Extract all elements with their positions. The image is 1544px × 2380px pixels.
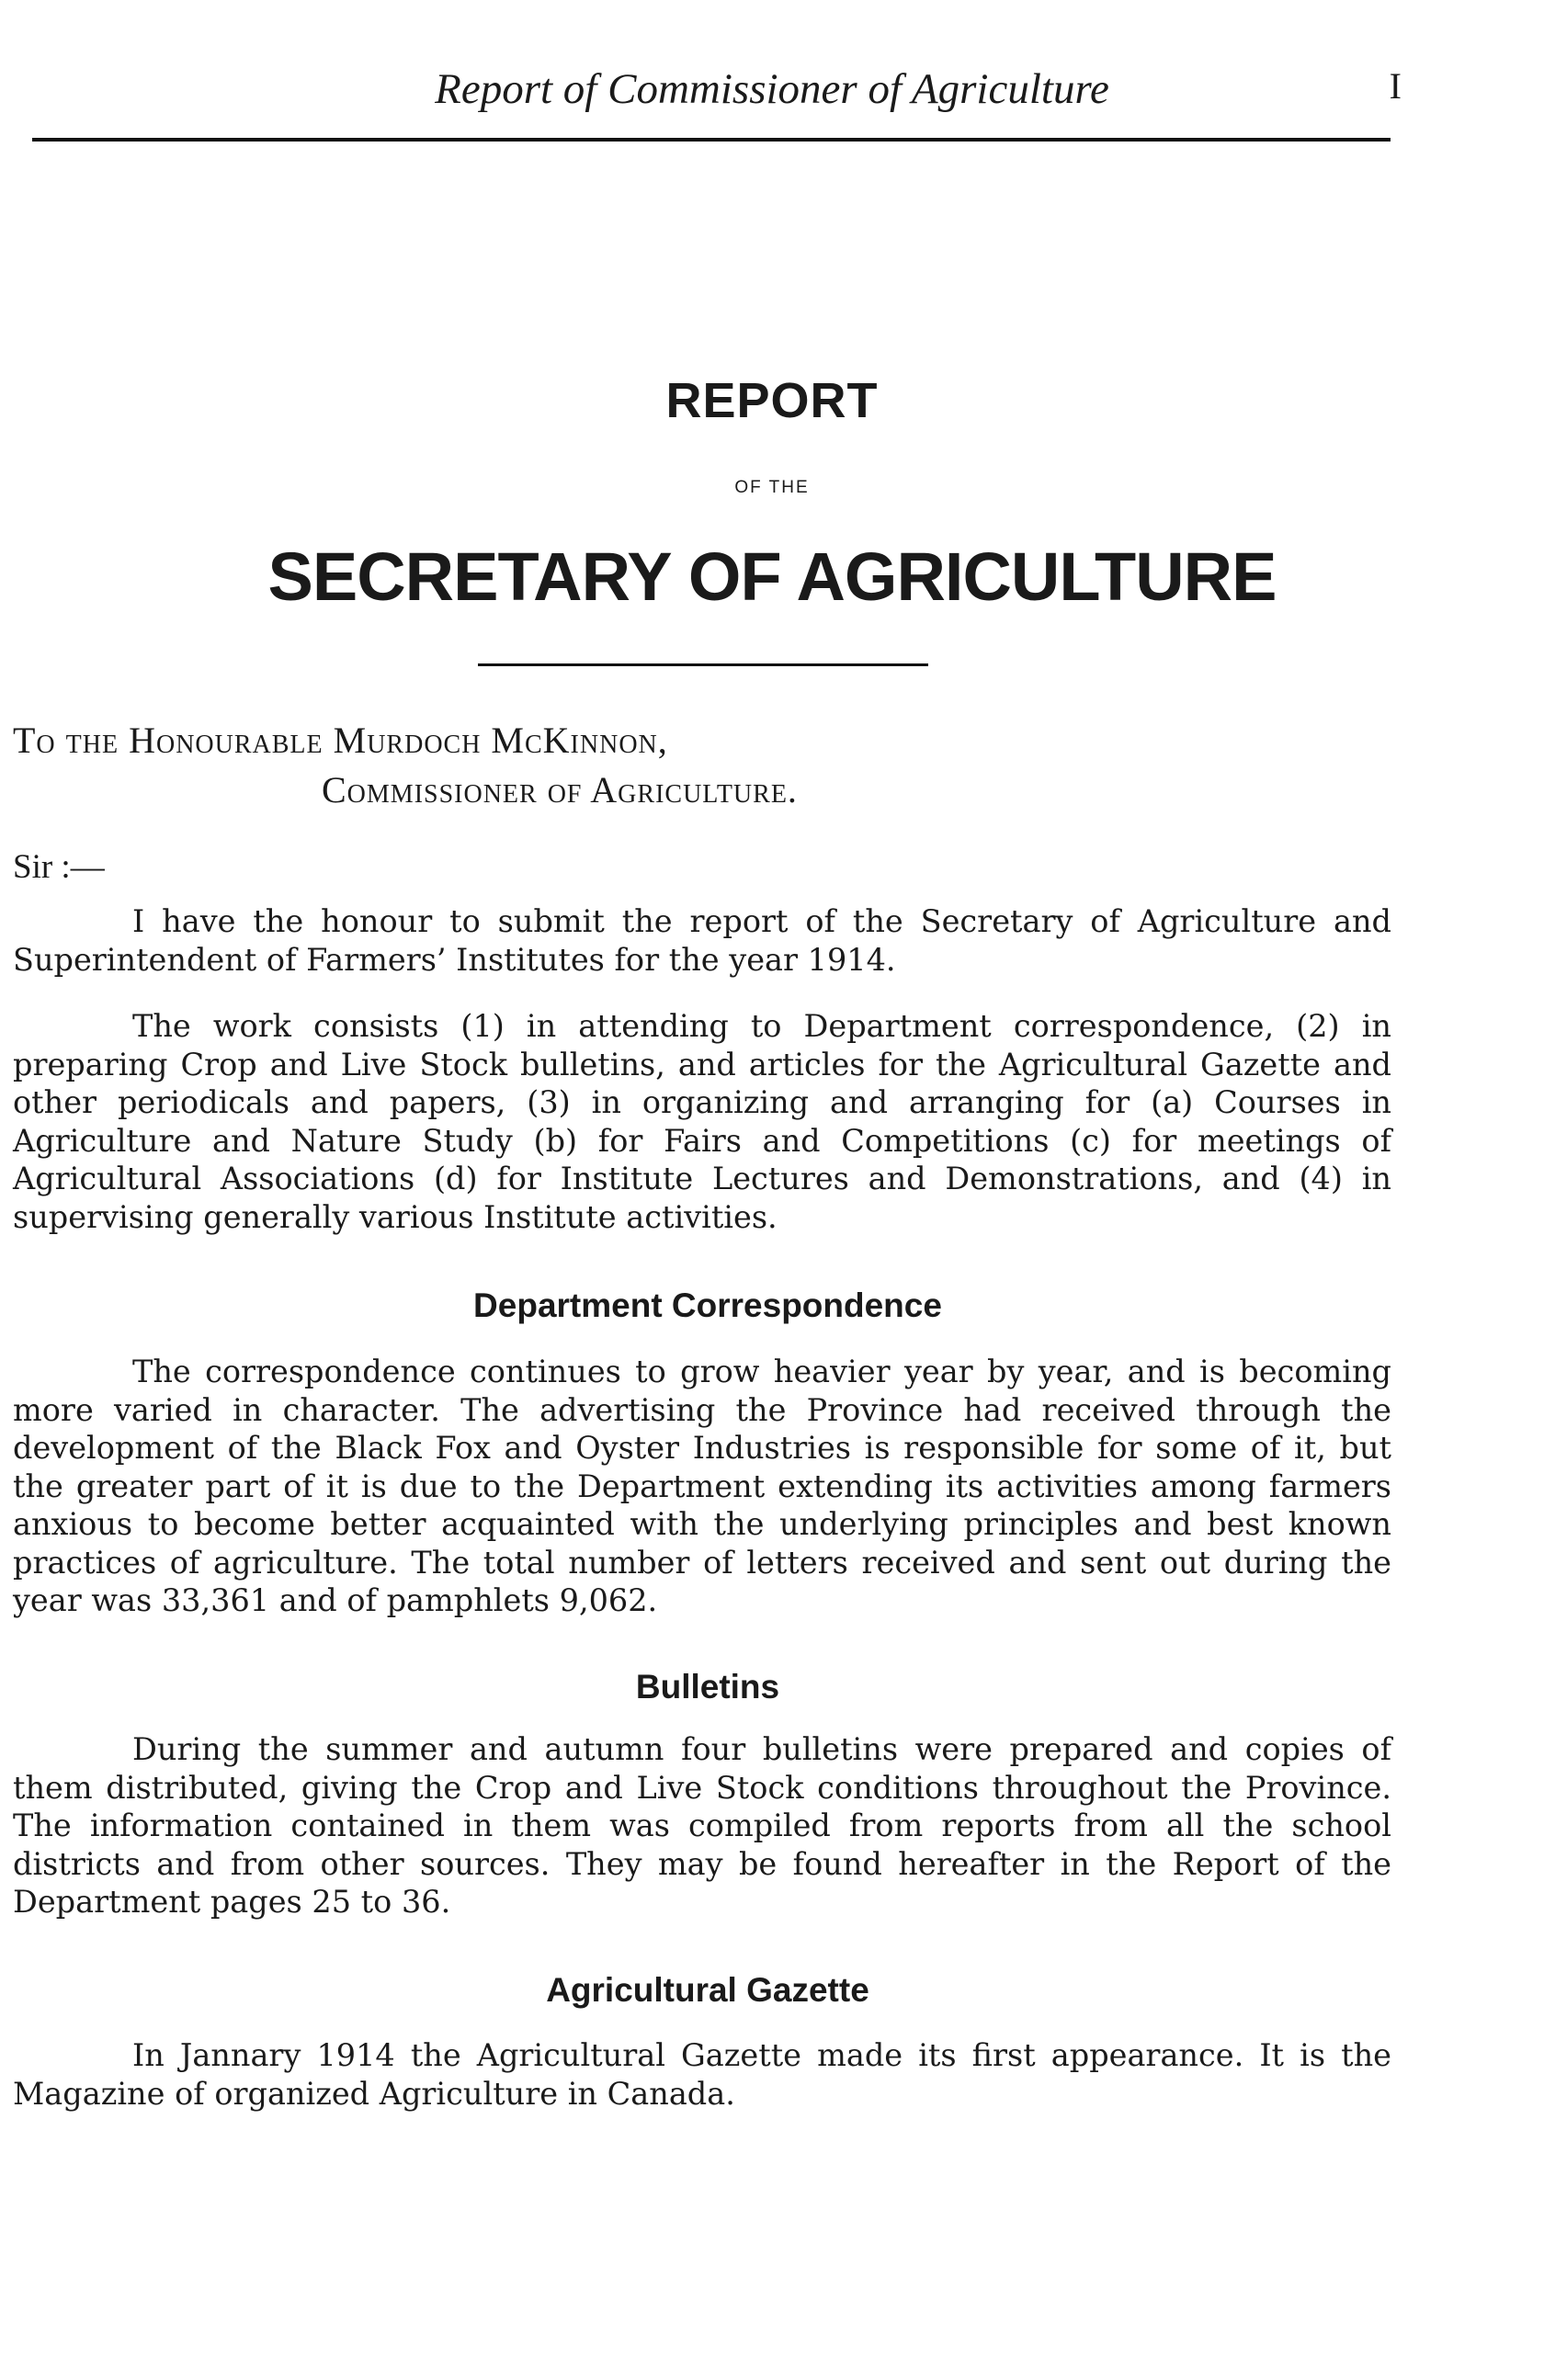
- address-line-2: Commissioner of Agriculture.: [322, 769, 798, 810]
- section-paragraph-bulletins: During the summer and autumn four bulletins were prepared and copies of them distributed, giving the Crop and Live Stock conditions throughout the Province. The information contained in them was compiled from reports from all the school districts and from other sources. They may be found hereafter in the Report of the Department pages 25 to 36.: [13, 1731, 1391, 1920]
- title-report: REPORT: [665, 373, 879, 428]
- section-paragraph-gazette: In Jannary 1914 the Agricultural Gazette made its first appearance. It is the Magazine of organized Agriculture in Canada.: [13, 2037, 1391, 2112]
- title-rule: [478, 663, 928, 666]
- intro-paragraph: I have the honour to submit the report of the Secretary of Agriculture and Superintendent of Farmers’ Institutes for the year 1914.: [13, 903, 1391, 978]
- page-title: SECRETARY OF AGRICULTURE: [267, 538, 1277, 615]
- page-number: I: [1389, 65, 1402, 107]
- address-line-1: To the Honourable Murdoch McKinnon,: [13, 720, 668, 761]
- intro-paragraph: The work consists (1) in attending to Department correspondence, (2) in preparing Crop and Live Stock bulletins, and articles for the Agricultural Gazette and other periodicals and papers, (3) in organizing and arranging for (a) Courses in Agriculture and Nature Study (b) for Fairs and Competitions (c) for meetings of Agricultural Associations (d) for Institute Lectures and Demonstrations, and (4) in supervising generally various Institute activities.: [13, 1008, 1391, 1235]
- running-head: [0, 64, 1544, 119]
- section-heading-correspondence: Department Correspondence: [473, 1286, 942, 1324]
- title-of-the: OF THE: [734, 478, 810, 497]
- salutation: Sir :—: [13, 848, 105, 886]
- header-rule: [32, 138, 1391, 142]
- section-heading-bulletins: Bulletins: [635, 1668, 780, 1706]
- running-title: Report of Commissioner of Agriculture: [435, 65, 1109, 113]
- section-heading-gazette: Agricultural Gazette: [546, 1971, 869, 2009]
- section-paragraph-correspondence: The correspondence continues to grow heavier year by year, and is becoming more varied in character. The advertising the Province had received through the development of the Black Fox and Oyster Industries is responsible for some of it, but the greater part of it is due to the Department extending its activities among farmers anxious to become better acquainted with the underlying principles and best known practices of agriculture. The total number of letters received and sent out during the year was 33,361 and of pamphlets 9,062.: [13, 1354, 1391, 1618]
